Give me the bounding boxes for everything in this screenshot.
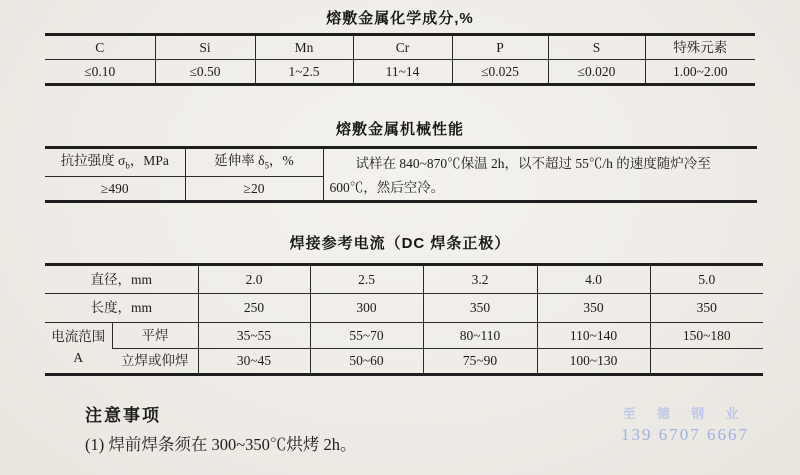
current-range-label-line2: A xyxy=(73,350,84,365)
notes-item-1: (1) 焊前焊条须在 300~350℃烘烤 2h。 xyxy=(85,435,357,454)
chem-value-cr: 11~14 xyxy=(353,60,452,85)
vertical-weld-1: 30~45 xyxy=(198,349,310,375)
chem-table-title: 熔敷金属化学成分,% xyxy=(326,10,474,27)
diameter-5.0: 5.0 xyxy=(650,265,763,294)
vertical-weld-2: 50~60 xyxy=(310,349,423,375)
mech-header-tensile xyxy=(45,148,185,177)
company-watermark xyxy=(600,403,770,445)
mech-header-elongation xyxy=(185,148,323,177)
watermark-company-name: 至 德 钢 业 xyxy=(622,406,748,421)
remark-line-2: 600℃，然后空冷。 xyxy=(329,179,445,195)
chem-header-s: S xyxy=(548,35,645,60)
diameter-label: 直径，mm xyxy=(45,265,198,294)
mech-heat-treatment-remark xyxy=(323,148,757,202)
remark-line-1: 试样在 840~870℃保温 2h，以不超过 55℃/h 的速度随炉冷至 xyxy=(355,156,711,171)
mech-table-title: 熔敷金属机械性能 xyxy=(335,121,464,138)
notes-heading: 注意事项 xyxy=(85,406,161,425)
chem-value-row xyxy=(45,60,755,85)
chem-header-si: Si xyxy=(155,35,255,60)
mech-value-tensile: ≥490 xyxy=(100,180,129,196)
tensile-header-unit: ，MPa xyxy=(129,153,169,169)
length-2: 300 xyxy=(310,294,423,323)
length-4: 350 xyxy=(537,294,650,323)
current-range-label-line1: 电流范围 xyxy=(51,329,106,345)
mech-value-elongation: ≥20 xyxy=(185,176,323,201)
diameter-3.2: 3.2 xyxy=(423,265,537,294)
vertical-weld-row xyxy=(45,349,763,375)
vertical-weld-label: 立焊或仰焊 xyxy=(121,353,189,369)
length-label: 长度，mm xyxy=(45,294,198,323)
flat-weld-1: 35~55 xyxy=(198,323,310,349)
chem-header-p: P xyxy=(452,35,548,60)
chem-value-p: ≤0.025 xyxy=(452,60,548,85)
chem-value-si: ≤0.50 xyxy=(155,60,255,85)
chem-value-s: ≤0.020 xyxy=(548,60,645,85)
chem-value-special: 1.00~2.00 xyxy=(645,60,755,85)
chem-value-mn: 1~2.5 xyxy=(255,60,353,85)
length-1: 250 xyxy=(198,294,310,323)
diameter-row xyxy=(45,265,763,294)
flat-weld-label: 平焊 xyxy=(112,323,198,349)
length-3: 350 xyxy=(423,294,537,323)
chem-header-mn: Mn xyxy=(255,35,353,60)
chem-header-special: 特殊元素 xyxy=(645,35,755,60)
diameter-4.0: 4.0 xyxy=(537,265,650,294)
vertical-weld-3: 75~90 xyxy=(423,349,537,375)
current-range-label xyxy=(45,323,112,375)
length-row xyxy=(45,294,763,323)
chem-header-cr: Cr xyxy=(353,35,452,60)
flat-weld-4: 110~140 xyxy=(537,323,650,349)
flat-weld-2: 55~70 xyxy=(310,323,423,349)
vertical-weld-5-empty xyxy=(650,349,763,375)
flat-weld-row xyxy=(45,323,763,349)
elong-header-unit: ，% xyxy=(269,153,294,169)
mech-properties-table xyxy=(45,146,757,203)
watermark-phone-number: 139 6707 6667 xyxy=(621,425,749,444)
vertical-weld-4: 100~130 xyxy=(537,349,650,375)
diameter-2.0: 2.0 xyxy=(198,265,310,294)
chem-composition-table xyxy=(45,33,755,86)
reference-current-table xyxy=(45,263,763,376)
flat-weld-3: 80~110 xyxy=(423,323,537,349)
flat-weld-5: 150~180 xyxy=(650,323,763,349)
chem-value-c: ≤0.10 xyxy=(84,63,116,79)
tensile-header-text: 抗拉强度 σ xyxy=(60,153,126,169)
elong-header-subscript: 5 xyxy=(264,161,269,172)
current-table-title: 焊接参考电流（DC 焊条正极） xyxy=(289,235,511,252)
tensile-header-subscript: b xyxy=(125,161,130,172)
diameter-2.5: 2.5 xyxy=(310,265,423,294)
length-5: 350 xyxy=(650,294,763,323)
mech-header-row xyxy=(45,148,757,177)
elong-header-text: 延伸率 δ xyxy=(214,153,265,169)
chem-header-row xyxy=(45,35,755,60)
chem-header-c: C xyxy=(45,35,155,60)
